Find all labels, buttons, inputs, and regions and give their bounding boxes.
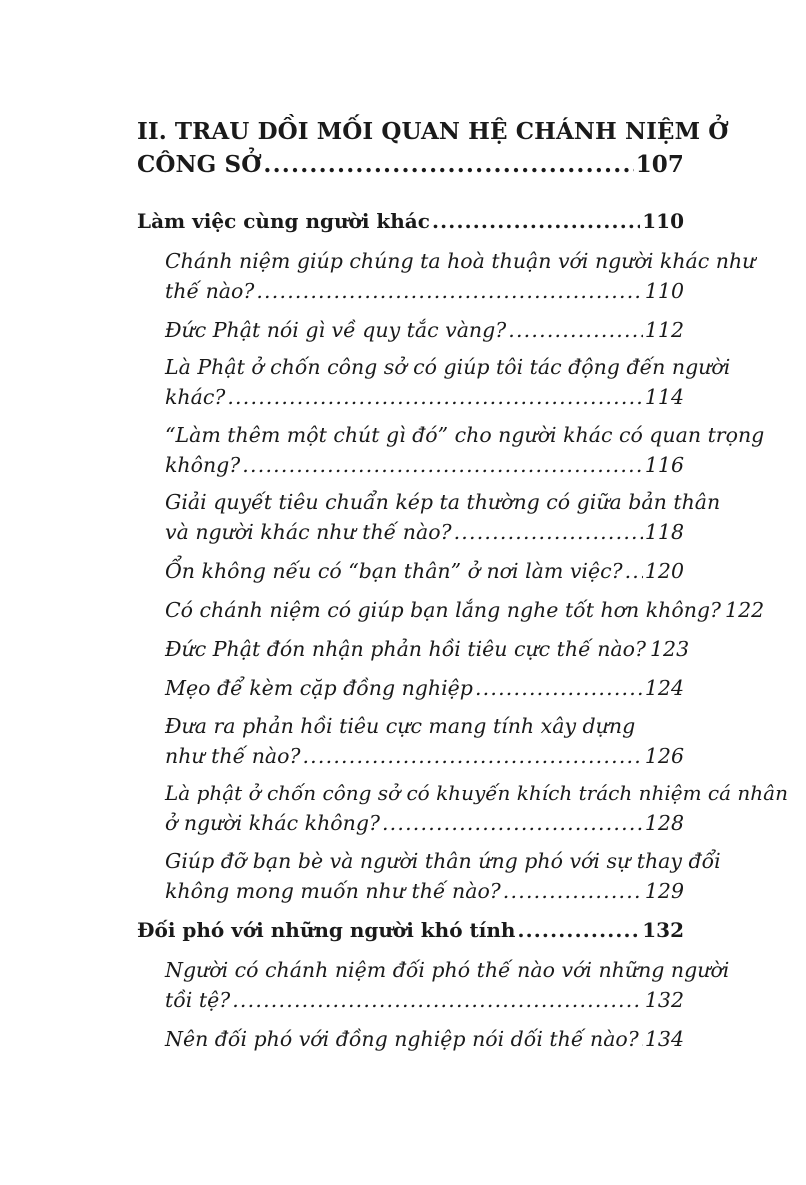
page-number: 126 — [644, 744, 684, 768]
section-title: Đối phó với những người khó tính — [137, 918, 516, 942]
entry-line-last — [165, 517, 684, 547]
entry-line-1: Đưa ra phản hồi tiêu cực mang tính xây dựng — [165, 714, 636, 738]
entry-text: Đức Phật nói gì về quy tắc vàng? — [165, 318, 507, 342]
entry-text: thế nào? — [165, 279, 255, 303]
entry-line-1: Giúp đỡ bạn bè và người thân ứng phó với sự thay đổi — [165, 849, 721, 873]
entry-line-last — [165, 808, 684, 838]
page-number: 129 — [644, 879, 684, 903]
section-heading — [137, 206, 684, 236]
entry-text: tồi tệ? — [165, 988, 231, 1012]
entry-text: không mong muốn như thế nào? — [165, 879, 501, 903]
entry-text: Có chánh niệm có giúp bạn lắng nghe tốt hơn không? — [165, 598, 722, 622]
entry-line-last — [165, 673, 684, 703]
dot-leader — [227, 382, 643, 412]
entry-line-last — [165, 741, 684, 771]
page-number: 114 — [644, 385, 684, 409]
dot-leader — [256, 276, 643, 306]
dot-leader — [263, 150, 633, 180]
page-number: 132 — [644, 988, 684, 1012]
page-number: 110 — [642, 209, 684, 233]
dot-leader — [302, 741, 642, 771]
entry-line-last — [165, 556, 684, 586]
entry-text: Ổn không nếu có “bạn thân” ở nơi làm việc? — [165, 559, 623, 583]
dot-leader — [432, 206, 640, 236]
page-number: 132 — [642, 918, 684, 942]
entry-text: và người khác như thế nào? — [165, 520, 452, 544]
entry-line-last — [165, 1024, 684, 1054]
page-number: 128 — [644, 811, 684, 835]
entry-text: ở người khác không? — [165, 811, 380, 835]
entry-text: không? — [165, 453, 241, 477]
dot-leader — [454, 517, 643, 547]
dot-leader — [641, 1024, 643, 1054]
entry-line-last — [165, 450, 684, 480]
page-number: 134 — [644, 1027, 684, 1051]
section-heading — [137, 915, 684, 945]
entry-line-last — [165, 985, 684, 1015]
entry-text: Nên đối phó với đồng nghiệp nói dối thế nào? — [165, 1027, 639, 1051]
page-number: 120 — [644, 559, 684, 583]
entry-text: Đức Phật đón nhận phản hồi tiêu cực thế nào? — [165, 637, 646, 661]
dot-leader — [625, 556, 643, 586]
entry-line-last — [165, 634, 690, 664]
page-number: 118 — [644, 520, 684, 544]
entry-line-last — [165, 276, 684, 306]
dot-leader — [242, 450, 643, 480]
dot-leader — [475, 673, 643, 703]
dot-leader — [382, 808, 643, 838]
dot-leader — [232, 985, 643, 1015]
dot-leader — [508, 315, 643, 345]
entry-line-1: Là Phật ở chốn công sở có giúp tôi tác động đến người — [165, 355, 731, 379]
entry-line-1: Chánh niệm giúp chúng ta hoà thuận với người khác như — [165, 249, 756, 273]
page-number: 116 — [644, 453, 684, 477]
entry-text: Mẹo để kèm cặp đồng nghiệp — [165, 676, 473, 700]
entry-line-last — [165, 315, 684, 345]
entry-line-last — [165, 595, 765, 625]
section-title: Làm việc cùng người khác — [137, 209, 430, 233]
page-number: 122 — [725, 598, 765, 622]
entry-line-1: Giải quyết tiêu chuẩn kép ta thường có giữa bản thân — [165, 490, 721, 514]
page-number: 112 — [644, 318, 684, 342]
page-number: 110 — [644, 279, 684, 303]
entry-line-1: “Làm thêm một chút gì đó” cho người khác có quan trọng — [165, 423, 765, 447]
entry-line-1: Người có chánh niệm đối phó thế nào với những người — [165, 958, 730, 982]
entry-text: như thế nào? — [165, 744, 301, 768]
dot-leader — [517, 915, 640, 945]
page-number: 124 — [644, 676, 684, 700]
entry-line-last — [165, 876, 684, 906]
page-number: 123 — [650, 637, 690, 661]
dot-leader — [503, 876, 643, 906]
page-number: 107 — [635, 151, 684, 178]
entry-line-1: Là phật ở chốn công sở có khuyến khích trách nhiệm cá nhân — [165, 781, 788, 805]
part-title-line-1: II. TRAU DỒI MỐI QUAN HỆ CHÁNH NIỆM Ở — [137, 118, 729, 145]
entry-text: khác? — [165, 385, 226, 409]
entry-line-last — [165, 382, 684, 412]
part-title-line-2 — [137, 150, 684, 180]
part-title-text: CÔNG SỞ — [137, 151, 262, 178]
